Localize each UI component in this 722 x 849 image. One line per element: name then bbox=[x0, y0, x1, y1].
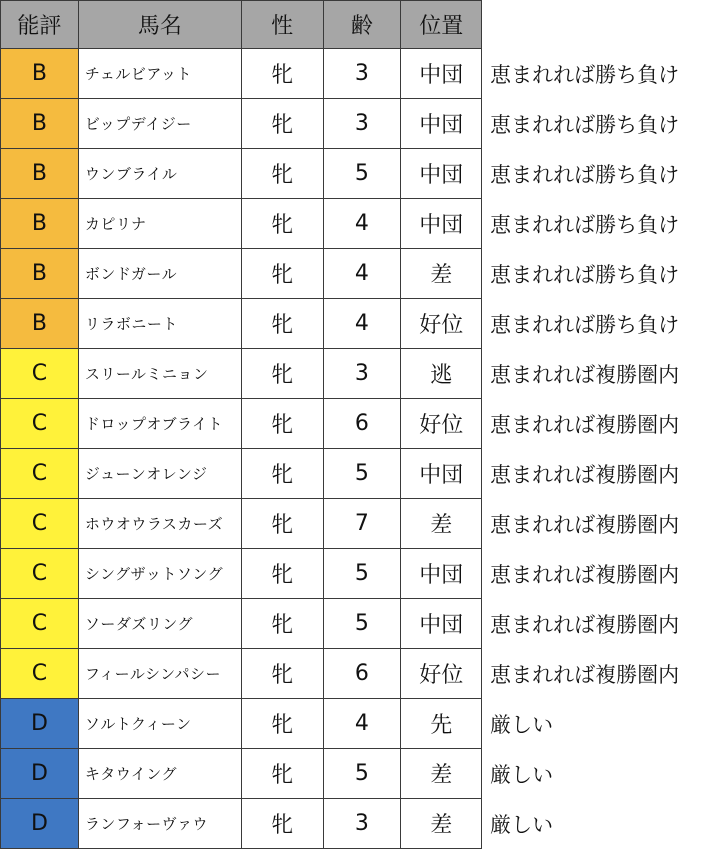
position-cell: 中団 bbox=[401, 549, 482, 599]
comment-cell: 恵まれれば勝ち負け bbox=[490, 162, 680, 187]
comment-cell: 恵まれれば複勝圏内 bbox=[490, 562, 680, 587]
age-cell: 4 bbox=[323, 249, 401, 299]
rating-cell: D bbox=[1, 699, 79, 749]
header-age: 齢 bbox=[323, 1, 401, 49]
age-cell: 4 bbox=[323, 299, 401, 349]
horse-name-cell: ホウオウラスカーズ bbox=[78, 499, 241, 549]
comment-cell: 恵まれれば勝ち負け bbox=[490, 312, 680, 337]
table-body bbox=[1, 49, 722, 849]
age-cell: 5 bbox=[323, 549, 401, 599]
comment-cell: 恵まれれば勝ち負け bbox=[490, 212, 680, 237]
table-row bbox=[1, 249, 722, 299]
sex-cell: 牝 bbox=[241, 99, 323, 149]
comment-cell: 恵まれれば複勝圏内 bbox=[490, 412, 680, 437]
sex-cell: 牝 bbox=[241, 149, 323, 199]
horse-name-cell: ビップデイジー bbox=[78, 99, 241, 149]
age-cell: 5 bbox=[323, 599, 401, 649]
table-row bbox=[1, 149, 722, 199]
horse-name-cell: ボンドガール bbox=[78, 249, 241, 299]
header-horse-name: 馬名 bbox=[78, 1, 241, 49]
horse-name-cell: ソーダズリング bbox=[78, 599, 241, 649]
position-cell: 中団 bbox=[401, 199, 482, 249]
horse-name-cell: ウンブライル bbox=[78, 149, 241, 199]
comment-cell: 恵まれれば複勝圏内 bbox=[490, 512, 680, 537]
comment-cell: 恵まれれば複勝圏内 bbox=[490, 462, 680, 487]
header-sex: 性 bbox=[241, 1, 323, 49]
sex-cell: 牝 bbox=[241, 49, 323, 99]
age-cell: 3 bbox=[323, 49, 401, 99]
rating-cell: C bbox=[1, 599, 79, 649]
age-cell: 7 bbox=[323, 499, 401, 549]
table-row bbox=[1, 699, 722, 749]
horse-name-cell: カピリナ bbox=[78, 199, 241, 249]
sex-cell: 牝 bbox=[241, 449, 323, 499]
horse-name-cell: キタウイング bbox=[78, 749, 241, 799]
age-cell: 5 bbox=[323, 149, 401, 199]
age-cell: 3 bbox=[323, 99, 401, 149]
position-cell: 中団 bbox=[401, 449, 482, 499]
age-cell: 6 bbox=[323, 399, 401, 449]
table-row bbox=[1, 299, 722, 349]
header-row bbox=[1, 1, 722, 49]
position-cell: 中団 bbox=[401, 99, 482, 149]
table-row bbox=[1, 399, 722, 449]
table-row bbox=[1, 199, 722, 249]
age-cell: 3 bbox=[323, 349, 401, 399]
age-cell: 5 bbox=[323, 449, 401, 499]
horse-name-cell: スリールミニョン bbox=[78, 349, 241, 399]
horse-name-cell: ドロップオブライト bbox=[78, 399, 241, 449]
age-cell: 4 bbox=[323, 699, 401, 749]
header-position: 位置 bbox=[401, 1, 482, 49]
table-row bbox=[1, 49, 722, 99]
age-cell: 3 bbox=[323, 799, 401, 849]
comment-cell: 恵まれれば勝ち負け bbox=[490, 112, 680, 137]
rating-cell: C bbox=[1, 399, 79, 449]
table-row bbox=[1, 749, 722, 799]
sex-cell: 牝 bbox=[241, 349, 323, 399]
position-cell: 好位 bbox=[401, 299, 482, 349]
position-cell: 差 bbox=[401, 249, 482, 299]
table-row bbox=[1, 649, 722, 699]
rating-cell: B bbox=[1, 199, 79, 249]
horse-name-cell: ソルトクィーン bbox=[78, 699, 241, 749]
horse-name-cell: フィールシンパシー bbox=[78, 649, 241, 699]
horse-name-cell: リラボニート bbox=[78, 299, 241, 349]
age-cell: 5 bbox=[323, 749, 401, 799]
rating-cell: B bbox=[1, 149, 79, 199]
comment-cell: 恵まれれば複勝圏内 bbox=[490, 362, 680, 387]
sex-cell: 牝 bbox=[241, 749, 323, 799]
horse-name-cell: ジューンオレンジ bbox=[78, 449, 241, 499]
rating-cell: B bbox=[1, 299, 79, 349]
table-row bbox=[1, 449, 722, 499]
sex-cell: 牝 bbox=[241, 399, 323, 449]
table-row bbox=[1, 799, 722, 849]
header-blank bbox=[482, 1, 722, 49]
horse-name-cell: ランフォーヴァウ bbox=[78, 799, 241, 849]
sex-cell: 牝 bbox=[241, 549, 323, 599]
header-rating: 能評 bbox=[1, 1, 79, 49]
rating-cell: B bbox=[1, 249, 79, 299]
table-row bbox=[1, 349, 722, 399]
table-row bbox=[1, 549, 722, 599]
sex-cell: 牝 bbox=[241, 499, 323, 549]
position-cell: 中団 bbox=[401, 599, 482, 649]
sex-cell: 牝 bbox=[241, 649, 323, 699]
comment-cell: 恵まれれば複勝圏内 bbox=[490, 612, 680, 637]
position-cell: 差 bbox=[401, 499, 482, 549]
table-row bbox=[1, 599, 722, 649]
rating-cell: C bbox=[1, 499, 79, 549]
comment-cell: 厳しい bbox=[490, 812, 554, 837]
comment-cell: 厳しい bbox=[490, 762, 554, 787]
sex-cell: 牝 bbox=[241, 799, 323, 849]
sex-cell: 牝 bbox=[241, 299, 323, 349]
position-cell: 先 bbox=[401, 699, 482, 749]
position-cell: 差 bbox=[401, 749, 482, 799]
age-cell: 6 bbox=[323, 649, 401, 699]
sex-cell: 牝 bbox=[241, 699, 323, 749]
rating-cell: C bbox=[1, 349, 79, 399]
rating-cell: D bbox=[1, 799, 79, 849]
sex-cell: 牝 bbox=[241, 249, 323, 299]
position-cell: 中団 bbox=[401, 149, 482, 199]
comment-cell: 恵まれれば勝ち負け bbox=[490, 262, 680, 287]
table-row bbox=[1, 99, 722, 149]
horse-name-cell: シングザットソング bbox=[78, 549, 241, 599]
position-cell: 好位 bbox=[401, 649, 482, 699]
position-cell: 逃 bbox=[401, 349, 482, 399]
rating-cell: C bbox=[1, 449, 79, 499]
rating-cell: C bbox=[1, 549, 79, 599]
comment-cell: 恵まれれば勝ち負け bbox=[490, 62, 680, 87]
position-cell: 中団 bbox=[401, 49, 482, 99]
position-cell: 差 bbox=[401, 799, 482, 849]
rating-cell: B bbox=[1, 99, 79, 149]
position-cell: 好位 bbox=[401, 399, 482, 449]
rating-cell: B bbox=[1, 49, 79, 99]
sex-cell: 牝 bbox=[241, 599, 323, 649]
comment-cell: 厳しい bbox=[490, 712, 554, 737]
age-cell: 4 bbox=[323, 199, 401, 249]
rating-cell: C bbox=[1, 649, 79, 699]
horse-name-cell: チェルビアット bbox=[78, 49, 241, 99]
comment-cell: 恵まれれば複勝圏内 bbox=[490, 662, 680, 687]
sex-cell: 牝 bbox=[241, 199, 323, 249]
table-row bbox=[1, 499, 722, 549]
rating-cell: D bbox=[1, 749, 79, 799]
